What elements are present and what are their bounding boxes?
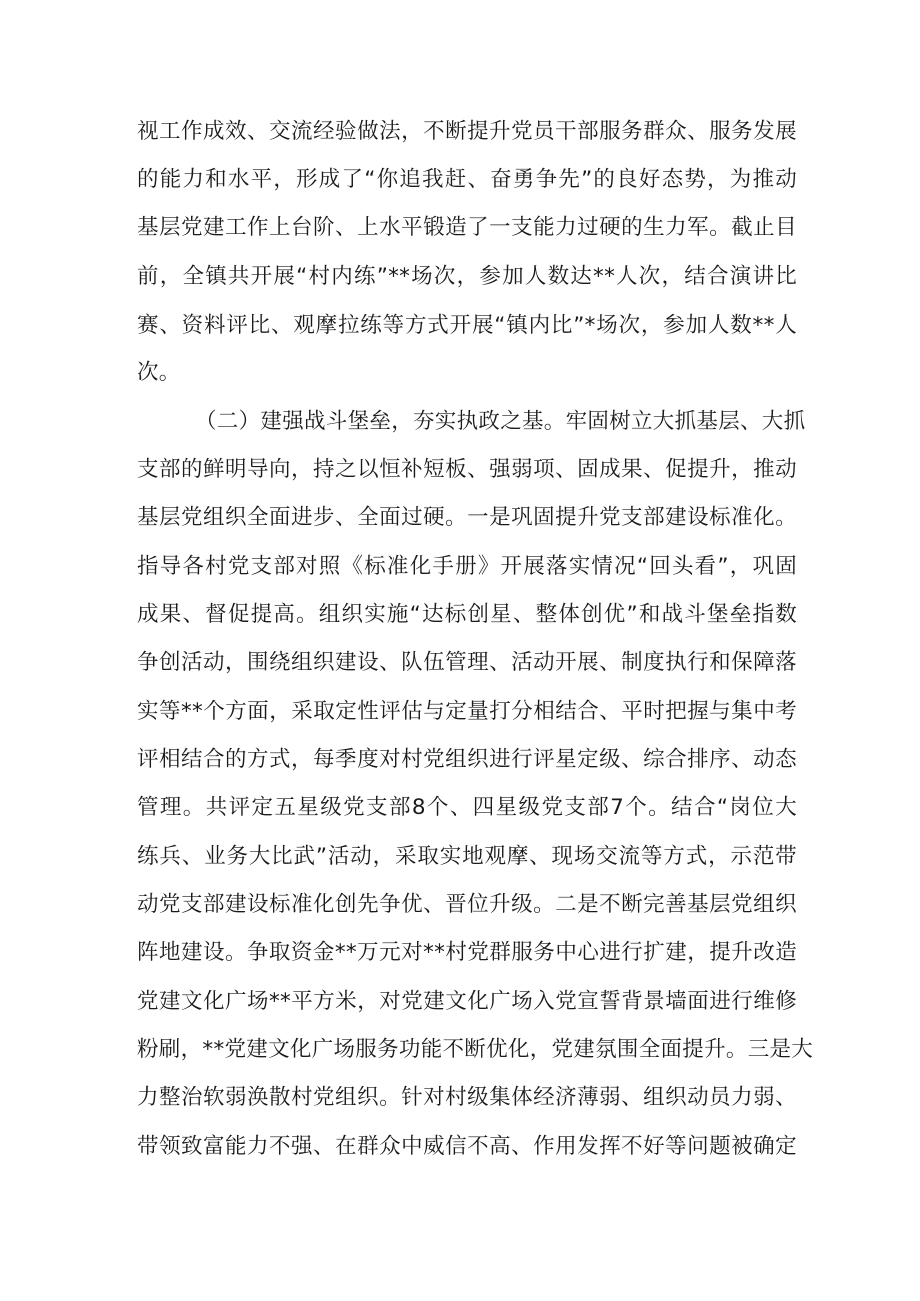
paragraph-1-line-6: 次。 — [137, 360, 181, 385]
paragraph-2-line-2: 支部的鲜明导向，持之以恒补短板、强弱项、固成果、促提升，推动 — [137, 457, 797, 482]
paragraph-2-line-5: 成果、督促提高。组织实施“达标创星、整体创优”和战斗堡垒指数 — [137, 602, 797, 627]
paragraph-2-line-13: 党建文化广场**平方米，对党建文化广场入党宣誓背景墙面进行维修 — [137, 989, 797, 1014]
paragraph-2-line-6: 争创活动，围绕组织建设、队伍管理、活动开展、制度执行和保障落 — [137, 650, 797, 675]
paragraph-2-line-15: 力整治软弱涣散村党组织。针对村级集体经济薄弱、组织动员力弱、 — [137, 1085, 797, 1110]
paragraph-1-line-1: 视工作成效、交流经验做法，不断提升党员干部服务群众、服务发展 — [137, 119, 797, 144]
paragraph-2-line-4: 指导各村党支部对照《标准化手册》开展落实情况“回头看”，巩固 — [137, 554, 797, 579]
paragraph-2-line-16: 带领致富能力不强、在群众中威信不高、作用发挥不好等问题被确定 — [137, 1134, 797, 1159]
paragraph-2-line-8: 评相结合的方式，每季度对村党组织进行评星定级、综合排序、动态 — [137, 747, 797, 772]
paragraph-1-line-2: 的能力和水平，形成了“你追我赶、奋勇争先”的良好态势，为推动 — [137, 167, 797, 192]
paragraph-2-line-7: 实等**个方面，采取定性评估与定量打分相结合、平时把握与集中考 — [137, 699, 797, 724]
paragraph-2-line-11: 动党支部建设标准化创先争优、晋位升级。二是不断完善基层党组织 — [137, 892, 797, 917]
paragraph-2-line-12: 阵地建设。争取资金**万元对**村党群服务中心进行扩建，提升改造 — [137, 940, 797, 965]
paragraph-2-line-3: 基层党组织全面进步、全面过硬。一是巩固提升党支部建设标准化。 — [137, 505, 797, 530]
paragraph-1-line-3: 基层党建工作上台阶、上水平锻造了一支能力过硬的生力军。截止目 — [137, 215, 797, 240]
paragraph-1-line-5: 赛、资料评比、观摩拉练等方式开展“镇内比”*场次，参加人数**人 — [137, 313, 797, 338]
paragraph-2-line-1: （二）建强战斗堡垒，夯实执政之基。牢固树立大抓基层、大抓 — [195, 409, 806, 434]
paragraph-2-line-9: 管理。共评定五星级党支部8个、四星级党支部7个。结合“岗位大 — [137, 795, 797, 820]
paragraph-2-line-10: 练兵、业务大比武”活动，采取实地观摩、现场交流等方式，示范带 — [137, 844, 797, 869]
paragraph-1-line-4: 前，全镇共开展“村内练”**场次，参加人数达**人次，结合演讲比 — [137, 264, 797, 289]
paragraph-2-line-14: 粉刷，**党建文化广场服务功能不断优化，党建氛围全面提升。三是大 — [137, 1037, 814, 1062]
